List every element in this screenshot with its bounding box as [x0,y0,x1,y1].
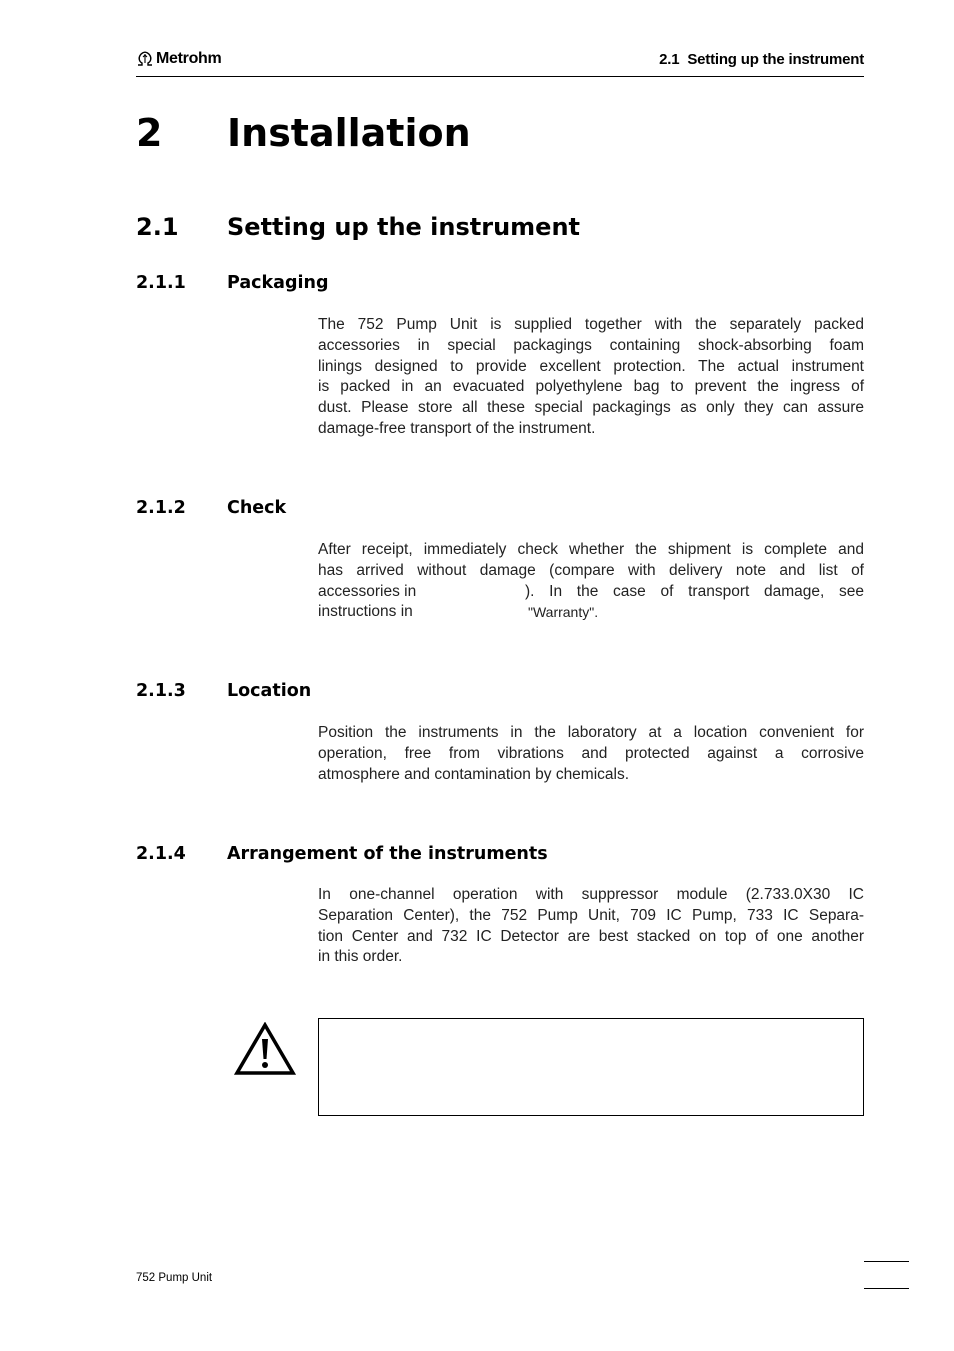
paragraph-line [318,582,864,603]
subsection-title-packaging: Packaging [227,273,329,293]
subsection-title-check: Check [227,498,287,518]
subsection-number-check: 2.1.2 [136,498,186,518]
paragraph-line: operation, free from vibrations and protected against a corrosive [318,744,864,762]
paragraph-line: The 752 Pump Unit is supplied together with the separately packed [318,316,864,333]
header-rule [136,76,864,77]
location-paragraph [318,723,864,785]
warning-triangle-icon [234,1022,296,1081]
footer-product-name: 752 Pump Unit [136,1272,213,1284]
paragraph-line: has arrived without damage (compare with delivery note and list of [318,561,864,579]
paragraph-line [318,602,864,623]
subsection-number-arrangement: 2.1.4 [136,844,186,864]
paragraph-line: accessories in special packagings containing shock-absorbing foam [318,336,864,354]
subsection-title-arrangement: Arrangement of the instruments [227,844,548,864]
subsection-title-location: Location [227,681,312,701]
paragraph-line: tion Center and 732 IC Detector are best stacked on top of one another [318,927,864,945]
paragraph-line: damage-free transport of the instrument. [318,419,596,437]
paragraph-fragment: "Warranty". [528,604,599,621]
metrohm-omega-icon [136,51,154,67]
footer-rule [864,1261,909,1262]
paragraph-line: After receipt, immediately check whether the shipment is complete and [318,541,864,558]
subsection-number-packaging: 2.1.1 [136,273,186,293]
paragraph-line: Separation Center), the 752 Pump Unit, 709 IC Pump, 733 IC Separa- [318,906,864,924]
metrohm-logo [136,50,221,68]
paragraph-line: atmosphere and contamination by chemicals. [318,765,630,783]
chapter-title: Installation [227,111,471,155]
paragraph-line: Position the instruments in the laboratory at a location convenient for [318,724,864,741]
paragraph-line: In one-channel operation with suppressor module (2.733.0X30 IC [318,886,864,903]
footer-rule [864,1288,909,1289]
paragraph-fragment: instructions in [318,603,413,621]
paragraph-line: is packed in an evacuated polyethylene bag to prevent the ingress of [318,378,864,396]
check-paragraph [318,540,864,623]
paragraph-line: linings designed to provide excellent protection. The actual instrument [318,357,864,375]
packaging-paragraph [318,315,864,440]
warning-box [318,1018,864,1116]
chapter-number: 2 [136,111,163,155]
paragraph-fragment: accessories in [318,582,417,600]
subsection-number-location: 2.1.3 [136,681,186,701]
paragraph-line: dust. Please store all these special packagings as only they can assure [318,399,864,417]
section-number: 2.1 [136,213,179,241]
logo-text: Metrohm [156,50,222,67]
paragraph-line: in this order. [318,948,403,966]
section-title: Setting up the instrument [227,213,581,241]
arrangement-paragraph [318,885,864,968]
paragraph-fragment: ). In the case of transport damage, see [525,582,864,600]
running-head: 2.1 Setting up the instrument [659,51,864,68]
